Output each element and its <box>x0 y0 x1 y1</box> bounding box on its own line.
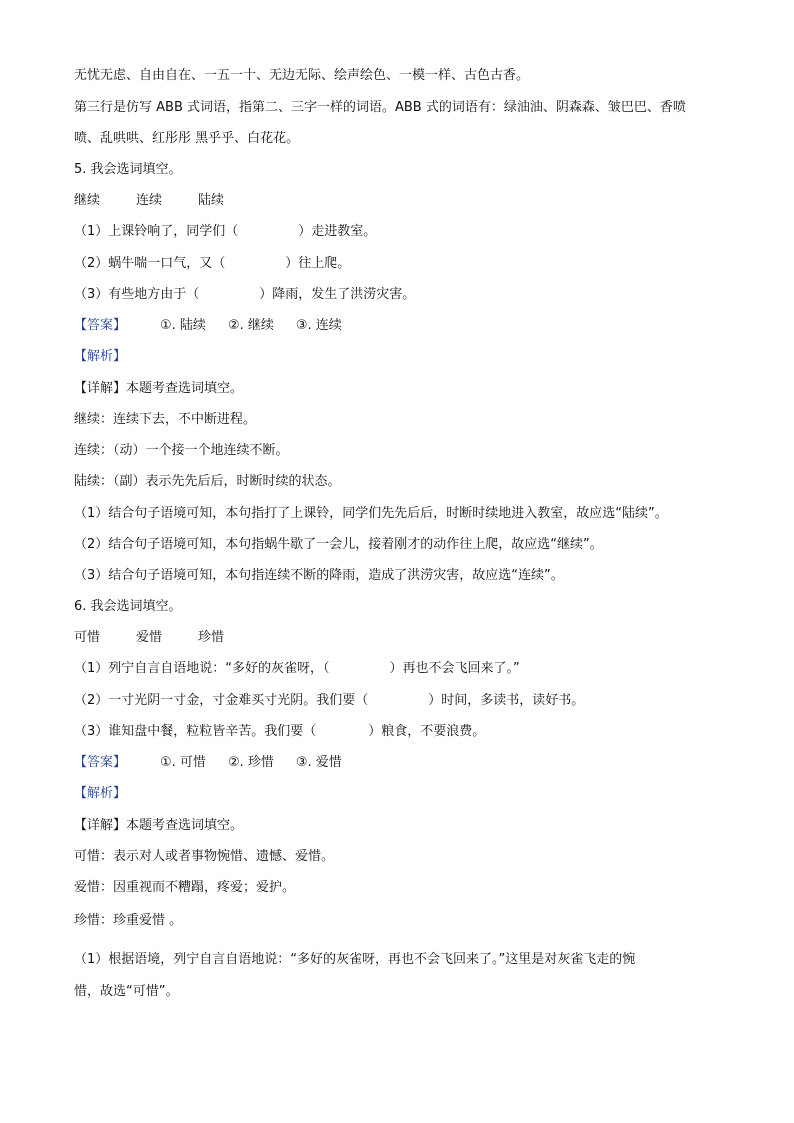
answer-label: 【答案】 <box>74 318 127 333</box>
answer-item: ③. 连续 <box>295 318 342 333</box>
answer-item: ③. 爱惜 <box>295 755 342 770</box>
answer-item: ②. 继续 <box>227 318 274 333</box>
explanation-line: （1）结合句子语境可知，本句指打了上课铃，同学们先先后后，时断时续地进入教室，故应选“陆续”。 <box>74 506 668 521</box>
fill-blank-item <box>74 692 584 710</box>
answer-line <box>74 317 342 335</box>
answer-item: ②. 珍惜 <box>227 755 274 770</box>
item-text: ）往上爬。 <box>285 256 351 271</box>
item-text: ）再也不会飞回来了。” <box>389 661 520 676</box>
item-text: （2）一寸光阴一寸金，寸金难买寸光阴。我们要（ <box>74 693 369 708</box>
item-text: （1）列宁自言自语地说：“多好的灰雀呀，（ <box>74 661 330 676</box>
explanation-line: （1）根据语境，列宁自言自语地说：“多好的灰雀呀，再也不会飞回来了。”这里是对灰雀飞走的惋 <box>74 952 636 967</box>
question-title: 6. 我会选词填空。 <box>74 599 182 614</box>
explanation-line: 连续：（动）一个接一个地连续不断。 <box>74 443 289 458</box>
answer-item: ①. 陆续 <box>160 318 206 333</box>
answer-item: ①. 可惜 <box>160 755 206 770</box>
item-text: ）粮食，不要浪费。 <box>368 724 486 739</box>
text-line: 喷、乱哄哄、红彤彤 黑乎乎、白花花。 <box>74 131 300 146</box>
explanation-line: 珍惜：珍重爱惜 。 <box>74 913 183 928</box>
item-text: ）时间，多读书，读好书。 <box>428 693 585 708</box>
answer-label: 【答案】 <box>74 755 127 770</box>
word-option: 连续 <box>136 193 163 208</box>
answer-line <box>74 754 342 772</box>
word-bank <box>74 192 224 210</box>
analysis-label: 【解析】 <box>74 349 127 364</box>
detail-line: 【详解】本题考查选词填空。 <box>74 818 244 833</box>
word-option: 爱惜 <box>136 630 163 645</box>
item-text: ）走进教室。 <box>298 224 377 239</box>
fill-blank-item <box>74 723 485 741</box>
item-text: （3）谁知盘中餐，粒粒皆辛苦。我们要（ <box>74 724 317 739</box>
analysis-label: 【解析】 <box>74 786 127 801</box>
explanation-line: （3）结合句子语境可知，本句指连续不断的降雨，造成了洪涝灾害，故应选“连续”。 <box>74 568 564 583</box>
text-line: 无忧无虑、自由自在、一五一十、无边无际、绘声绘色、一模一样、古色古香。 <box>74 68 530 83</box>
word-option: 珍惜 <box>198 630 225 645</box>
detail-line: 【详解】本题考查选词填空。 <box>74 381 244 396</box>
explanation-line: （2）结合句子语境可知，本句指蜗牛歇了一会儿，接着刚才的动作往上爬，故应选“继续”。 <box>74 537 603 552</box>
explanation-line: 陆续：（副）表示先先后后，时断时续的状态。 <box>74 474 341 489</box>
explanation-line: 继续：连续下去，不中断进程。 <box>74 412 257 427</box>
word-bank <box>74 629 224 647</box>
word-option: 可惜 <box>74 630 101 645</box>
fill-blank-item <box>74 223 376 241</box>
fill-blank-item <box>74 286 415 304</box>
explanation-line: 惜，故选“可惜”。 <box>74 984 179 999</box>
item-text: ）降雨，发生了洪涝灾害。 <box>259 287 416 302</box>
explanation-line: 爱惜：因重视而不糟蹋，疼爱；爱护。 <box>74 880 296 895</box>
word-option: 陆续 <box>198 193 225 208</box>
fill-blank-item <box>74 660 520 678</box>
word-option: 继续 <box>74 193 101 208</box>
fill-blank-item <box>74 255 350 273</box>
item-text: （3）有些地方由于（ <box>74 287 200 302</box>
item-text: （2）蜗牛喘一口气，又（ <box>74 256 226 271</box>
text-line: 第三行是仿写 ABB 式词语，指第二、三字一样的词语。ABB 式的词语有：绿油油、阴森森、皱巴巴、香喷 <box>74 100 686 115</box>
question-title: 5. 我会选词填空。 <box>74 162 182 177</box>
item-text: （1）上课铃响了，同学们（ <box>74 224 239 239</box>
explanation-line: 可惜：表示对人或者事物惋惜、遗憾、爱惜。 <box>74 849 335 864</box>
